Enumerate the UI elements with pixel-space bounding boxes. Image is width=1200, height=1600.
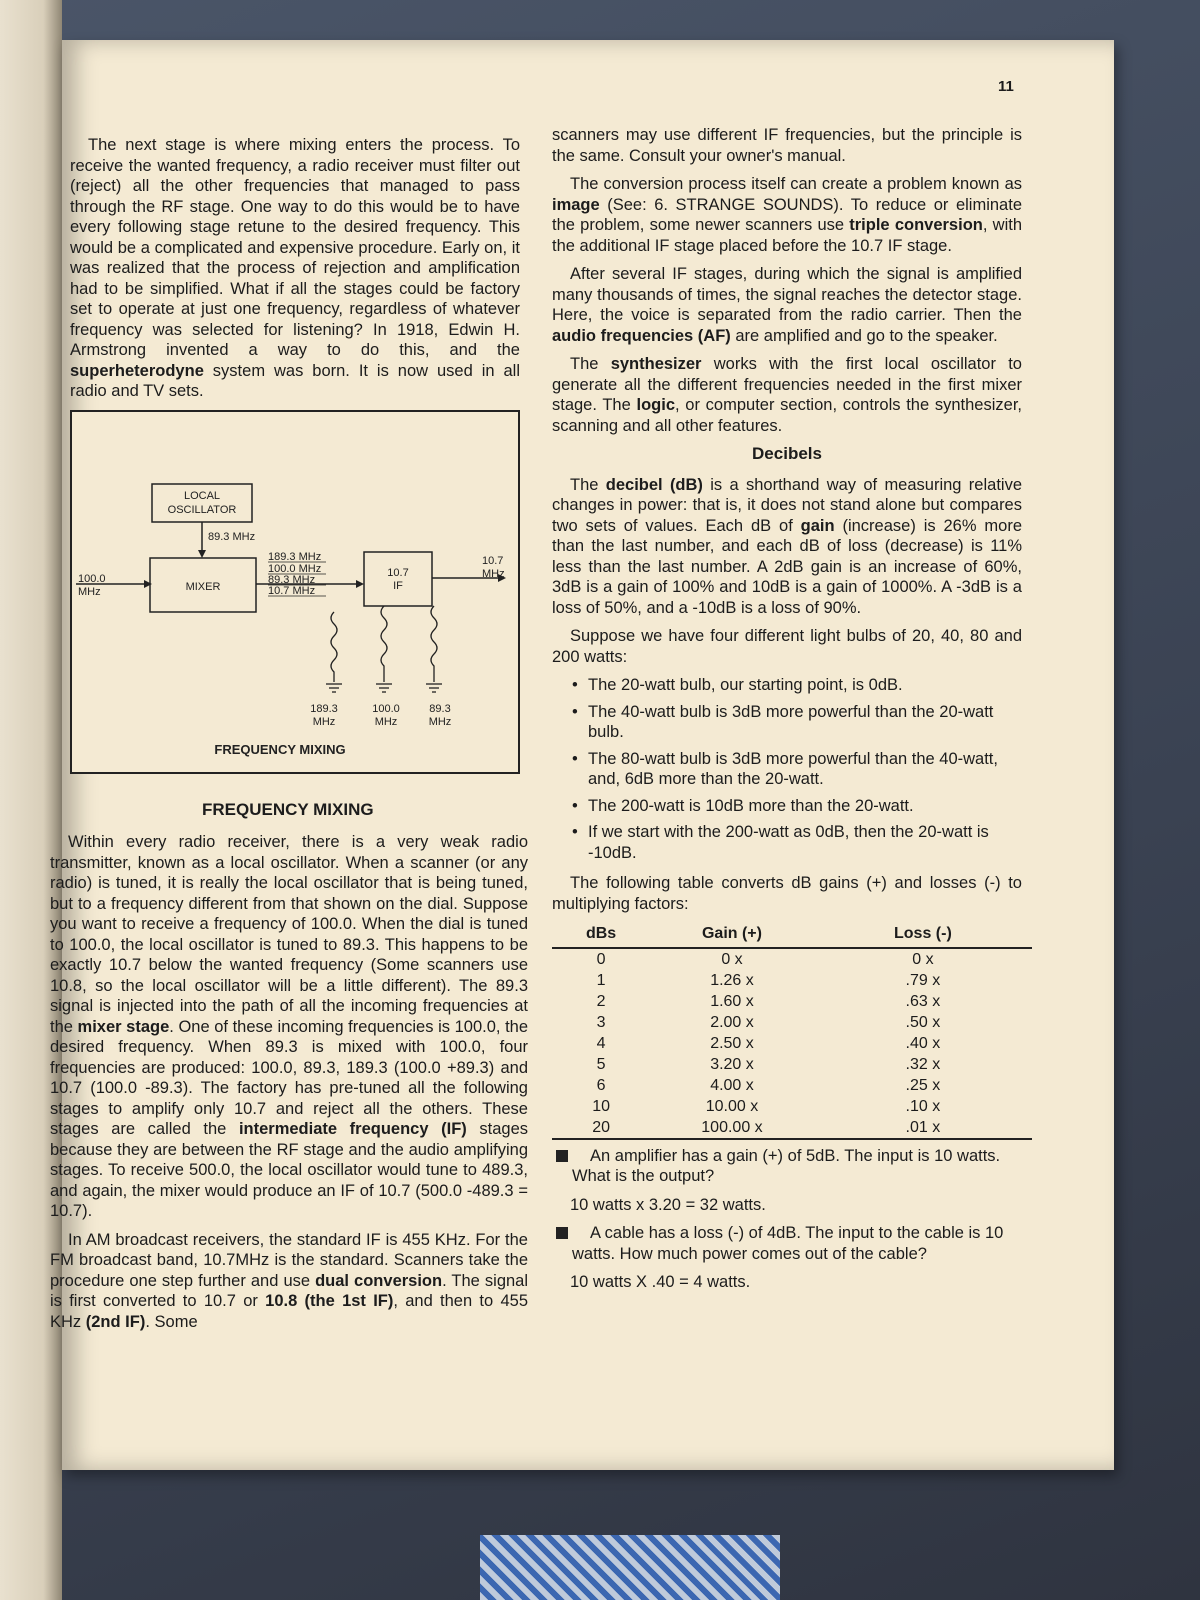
product-89: 89.3 MHz bbox=[268, 574, 316, 586]
bold-term: mixer stage bbox=[77, 1017, 170, 1036]
product-189: 189.3 MHz bbox=[268, 551, 322, 563]
list-item: • The 20-watt bulb, our starting point, is 0dB. bbox=[572, 675, 1022, 696]
table-cell: .79 x bbox=[905, 971, 941, 989]
table-row bbox=[552, 1075, 1032, 1096]
frequency-mixing-figure bbox=[70, 410, 520, 774]
right-column bbox=[552, 125, 1022, 1301]
bold-term: dual conversion bbox=[315, 1271, 443, 1290]
table-cell: 0 x bbox=[912, 950, 934, 968]
left-column-intro bbox=[70, 135, 520, 410]
trap-189-unit: MHz bbox=[312, 716, 336, 728]
previous-page-edge bbox=[0, 0, 62, 1600]
table-cell: .40 x bbox=[905, 1034, 941, 1052]
if-box bbox=[364, 552, 432, 606]
table-cell: 10.00 x bbox=[705, 1097, 759, 1115]
square-bullet-icon bbox=[556, 1150, 568, 1162]
if-label-1: 10.7 bbox=[387, 567, 409, 579]
column-header-loss: Loss (-) bbox=[814, 922, 1032, 948]
page-number: 11 bbox=[998, 78, 1014, 95]
table-row bbox=[552, 948, 1032, 970]
example-question: A cable has a loss (-) of 4dB. The input to the cable is 10 watts. How much power comes out of the cable? bbox=[552, 1223, 1022, 1264]
trap-189-freq: 189.3 bbox=[310, 703, 338, 715]
bold-term: 10.8 (the 1st IF) bbox=[265, 1292, 394, 1310]
section-title-frequency-mixing: FREQUENCY MIXING bbox=[202, 800, 374, 819]
book-page bbox=[50, 40, 1114, 1470]
left-column-mixing bbox=[50, 832, 528, 1340]
table-cell: 4.00 x bbox=[710, 1076, 754, 1094]
table-cell: .32 x bbox=[905, 1055, 941, 1073]
frequency-mixing-diagram bbox=[72, 412, 518, 772]
square-bullet-icon bbox=[556, 1227, 568, 1239]
bold-term: synthesizer bbox=[610, 355, 702, 373]
example-answer: 10 watts x 3.20 = 32 watts. bbox=[570, 1195, 766, 1214]
bold-term: decibel (dB) bbox=[605, 475, 703, 494]
table-cell: 2.50 x bbox=[710, 1034, 754, 1052]
trap-100-unit: MHz bbox=[374, 716, 398, 728]
table-cell: 1.60 x bbox=[710, 992, 754, 1010]
table-cell: .63 x bbox=[905, 992, 941, 1010]
trap-89-unit: MHz bbox=[428, 716, 452, 728]
bold-term: triple conversion bbox=[849, 216, 983, 234]
table-row bbox=[552, 1012, 1032, 1033]
input-freq-2: MHz bbox=[78, 586, 101, 598]
table-cell: .25 x bbox=[905, 1076, 941, 1094]
example-answer: 10 watts X .40 = 4 watts. bbox=[570, 1273, 751, 1291]
bulb-list bbox=[552, 675, 1022, 863]
local-oscillator-label-1: LOCAL bbox=[183, 490, 221, 502]
intro-paragraph: The next stage is where mixing enters the process. To receive the wanted frequency, a radio receiver must filter out (reject) all the other frequencies that managed to pass through the RF stage. One way to do this would be to have every following stage retune to the desired frequency. This would be a complicated and expensive procedure. Early on, it was realized that the process of rejection and amplification had to be simplified. What if all the stages could be factory set to operate at just one frequency, regardless of whatever frequency was selected for listening? In 1918, Edwin H. Armstrong invented a way to do this, and the superheterodyne system was born. It is now used in all radio and TV sets. bbox=[70, 136, 520, 400]
table-cell: 2 bbox=[596, 992, 606, 1010]
table-row bbox=[552, 970, 1032, 991]
table-cell: 10 bbox=[592, 1097, 610, 1115]
table-cell: .50 x bbox=[905, 1013, 941, 1031]
trap-89-freq: 89.3 bbox=[429, 703, 451, 715]
bold-term: (2nd IF) bbox=[85, 1312, 146, 1331]
checkered-cloth bbox=[480, 1535, 780, 1600]
table-cell: 0 bbox=[596, 950, 606, 968]
bulbs-paragraph: Suppose we have four different light bulbs of 20, 40, 80 and 200 watts: bbox=[552, 627, 1022, 666]
list-item: • The 200-watt is 10dB more than the 20-watt. bbox=[572, 796, 1022, 817]
example-question: An amplifier has a gain (+) of 5dB. The input is 10 watts. What is the output? bbox=[552, 1146, 1022, 1187]
table-cell: 20 bbox=[552, 1117, 650, 1139]
bold-term: image bbox=[552, 195, 600, 214]
figure-caption: FREQUENCY MIXING bbox=[214, 742, 346, 757]
detector-paragraph: After several IF stages, during which the signal is amplified many thousands of times, the signal reaches the detector stage. Here, the voice is separated from the radio carrier. Then the audio frequencies (AF) are amplified and go to the speaker. bbox=[552, 265, 1022, 345]
continued-paragraph: scanners may use different IF frequencies, but the principle is the same. Consult your owner's manual. bbox=[552, 126, 1022, 165]
table-cell: 4 bbox=[596, 1034, 606, 1052]
output-freq-2: MHz bbox=[482, 568, 505, 580]
mixing-paragraph-1: Within every radio receiver, there is a very weak radio transmitter, known as a local oscillator. When a scanner (or any radio) is tuned, it is really the local oscillator that is being tuned, but to a frequency different from that shown on the dial. Suppose you want to receive a frequency of 100.0. When the dial is tuned to 100.0, the local oscillator is tuned to 89.3. This happens to be exactly 10.7 below the wanted frequency (Some scanners use 10.8, so the local oscillator will be a little different). The 89.3 signal is injected into the path of all the incoming frequencies at the mixer stage. One of these incoming frequencies is 100.0, the desired frequency. When 89.3 is mixed with 100.0, four frequencies are produced: 100.0, 89.3, 189.3 (100.0 +89.3) and 10.7 (100.0 -89.3). The factory has pre-tuned all the following stages to amplify only 10.7 and reject all the others. These stages are called the intermediate frequency (IF) stages because they are between the RF stage and the audio amplifying stages. To receive 500.0, the local oscillator would tune to 489.3, and again, the mixer would produce an IF of 10.7 (500.0 -489.3 = 10.7). bbox=[50, 833, 529, 1220]
column-header-dbs: dBs bbox=[552, 922, 650, 948]
table-cell: 100.00 x bbox=[650, 1117, 814, 1139]
table-row bbox=[552, 1117, 1032, 1139]
bold-term: gain bbox=[800, 516, 835, 535]
table-cell: 0 x bbox=[721, 950, 743, 968]
db-conversion-table bbox=[552, 922, 1032, 1140]
table-row bbox=[552, 991, 1032, 1012]
column-header-gain: Gain (+) bbox=[650, 922, 814, 948]
mixing-paragraph-2: In AM broadcast receivers, the standard IF is 455 KHz. For the FM broadcast band, 10.7MHz is the standard. Scanners take the procedure one step further and use dual conversion. The signal is first converted to 10.7 or 10.8 (the 1st IF), and then to 455 KHz (2nd IF). Some bbox=[50, 1230, 529, 1331]
output-freq-1: 10.7 bbox=[482, 555, 504, 567]
table-cell: 1.26 x bbox=[710, 971, 754, 989]
table-cell: 3.20 x bbox=[710, 1055, 754, 1073]
bold-term: audio frequencies (AF) bbox=[552, 326, 731, 345]
local-oscillator-label-2: OSCILLATOR bbox=[167, 504, 237, 516]
table-cell: 6 bbox=[596, 1076, 606, 1094]
list-item: • The 80-watt bulb is 3dB more powerful than the 40-watt, and, 6dB more than the 20-watt. bbox=[572, 749, 1022, 790]
table-row bbox=[552, 1096, 1032, 1117]
product-10-7: 10.7 MHz bbox=[268, 585, 316, 597]
trap-100-freq: 100.0 bbox=[372, 703, 400, 715]
table-cell: .01 x bbox=[814, 1117, 1032, 1139]
table-cell: 3 bbox=[596, 1013, 606, 1031]
mixer-label: MIXER bbox=[185, 581, 221, 593]
synthesizer-paragraph: The synthesizer works with the first local oscillator to generate all the different frequencies needed in the first mixer stage. The logic, or computer section, controls the synthesizer, scanning and all other features. bbox=[552, 355, 1022, 435]
table-intro: The following table converts dB gains (+) and losses (-) to multiplying factors: bbox=[552, 874, 1022, 913]
decibel-paragraph: The decibel (dB) is a shorthand way of measuring relative changes in power: that is, it does not stand alone but compares two sets of values. Each dB of gain (increase) is 26% more than the last number, and each dB of loss (decrease) is 11% less than the last number. A 2dB gain is an increase of 60%, 3dB is a gain of 100% and 10dB is a gain of 1000%. A -3dB is a loss of 50%, and a -10dB is a loss of 90%. bbox=[552, 475, 1022, 617]
bold-term: superheterodyne bbox=[70, 361, 204, 380]
table-cell: 5 bbox=[596, 1055, 606, 1073]
list-item: • If we start with the 200-watt as 0dB, then the 20-watt is -10dB. bbox=[572, 822, 1022, 863]
table-cell: 2.00 x bbox=[710, 1013, 754, 1031]
decibels-heading: Decibels bbox=[752, 444, 822, 463]
lo-frequency-label: 89.3 MHz bbox=[208, 531, 256, 543]
conversion-paragraph: The conversion process itself can create a problem known as image (See: 6. STRANGE SOUNDS). To reduce or eliminate the problem, some newer scanners use triple conversion, with the additional IF stage placed before the 10.7 IF stage. bbox=[552, 175, 1023, 255]
table-row bbox=[552, 1033, 1032, 1054]
if-label-2: IF bbox=[393, 580, 403, 592]
list-item: • The 40-watt bulb is 3dB more powerful than the 20-watt bulb. bbox=[572, 702, 1022, 743]
table-row bbox=[552, 1054, 1032, 1075]
table-cell: 1 bbox=[596, 971, 606, 989]
product-100: 100.0 MHz bbox=[268, 563, 322, 575]
table-cell: .10 x bbox=[905, 1097, 941, 1115]
input-freq-1: 100.0 bbox=[78, 573, 106, 585]
bold-term: intermediate frequency (IF) bbox=[238, 1120, 467, 1138]
bold-term: logic bbox=[636, 396, 676, 414]
